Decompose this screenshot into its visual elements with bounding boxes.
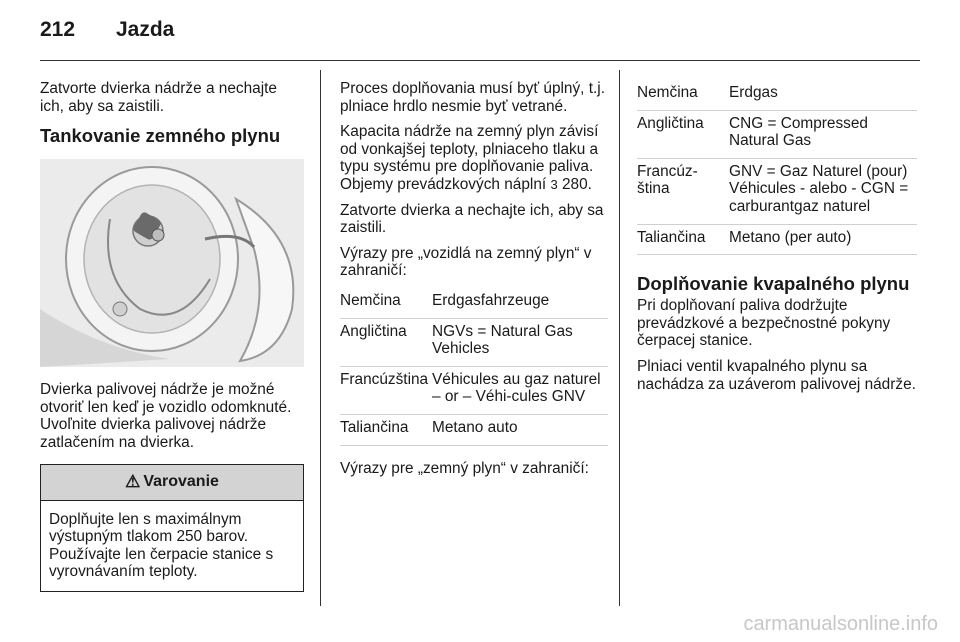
warning-box bbox=[40, 464, 304, 592]
term-language: Angličtina bbox=[637, 114, 704, 132]
term-value: Metano auto bbox=[432, 418, 518, 436]
paragraph: Výrazy pre „vozidlá na zemný plyn“ v zahraničí: bbox=[340, 244, 592, 280]
section-heading-lpg: Doplňovanie kvapalného plynu bbox=[637, 273, 910, 295]
term-value: GNV = Gaz Naturel (pour) Véhicules - alebo - CGN = carburantgaz naturel bbox=[729, 162, 909, 215]
term-table-vehicles bbox=[340, 288, 608, 446]
term-value: Véhicules au gaz naturel – or – Véhi-cules GNV bbox=[432, 370, 601, 406]
warning-header bbox=[41, 465, 303, 501]
column-divider-2 bbox=[619, 70, 620, 606]
paragraph: Výrazy pre „zemný plyn“ v zahraničí: bbox=[340, 459, 589, 477]
table-row bbox=[637, 111, 917, 159]
table-row bbox=[340, 415, 608, 446]
watermark: carmanualsonline.info bbox=[743, 613, 938, 635]
header-rule bbox=[40, 60, 920, 61]
paragraph: Pri doplňovaní paliva dodržujte prevádzkové a bezpečnostné pokyny čerpacej stanice. bbox=[637, 297, 891, 350]
paragraph: Plniaci ventil kvapalného plynu sa nachádza za uzáverom palivovej nádrže. bbox=[637, 357, 916, 393]
page-number: 212 bbox=[40, 18, 76, 41]
term-table-gas bbox=[637, 80, 917, 255]
term-language: Taliančina bbox=[637, 228, 706, 246]
term-language: Francúzština bbox=[340, 370, 429, 388]
paragraph: Proces doplňovania musí byť úplný, t.j. plniace hrdlo nesmie byť vetrané. bbox=[340, 80, 605, 115]
term-value: Erdgas bbox=[729, 84, 778, 101]
paragraph: Zatvorte dvierka a nechajte ich, aby sa zaistili. bbox=[340, 201, 604, 237]
section-title: Jazda bbox=[116, 18, 175, 41]
term-value: CNG = Compressed Natural Gas bbox=[729, 114, 868, 150]
page-reference[interactable]: 280. bbox=[557, 175, 592, 193]
fuel-filler-photo bbox=[40, 159, 304, 367]
paragraph: Dvierka palivovej nádrže je možné otvoriť len keď je vozidlo odomknuté. Uvoľnite dvierka palivovej nádrže zatlačením na dvierka. bbox=[40, 381, 292, 451]
table-row bbox=[637, 225, 917, 256]
term-language: Francúz-ština bbox=[637, 162, 698, 198]
warning-triangle-icon: ⚠ bbox=[125, 472, 141, 492]
term-value: Erdgasfahrzeuge bbox=[432, 291, 550, 309]
term-language: Angličtina bbox=[340, 322, 407, 340]
page-reference-arrow-icon: 3 bbox=[550, 176, 558, 192]
table-row bbox=[340, 319, 608, 367]
column-3 bbox=[637, 80, 917, 401]
warning-text: Doplňujte len s maximálnym výstupným tlakom 250 barov. Používajte len čerpacie stanice s vyrovnávaním teploty. bbox=[49, 510, 274, 581]
page-header bbox=[40, 18, 174, 42]
term-value: NGVs = Natural Gas Vehicles bbox=[432, 322, 573, 358]
column-divider-1 bbox=[320, 70, 321, 606]
term-value: Metano (per auto) bbox=[729, 228, 852, 246]
warning-title: Varovanie bbox=[143, 473, 219, 491]
table-row bbox=[637, 80, 917, 111]
table-row bbox=[340, 288, 608, 319]
paragraph bbox=[340, 123, 608, 193]
column-2 bbox=[340, 80, 608, 485]
paragraph-text: Kapacita nádrže na zemný plyn závisí od vonkajšej teploty, plniaceho tlaku a typu systému pre doplňovanie paliva. Objemy prevádzkových náplní bbox=[340, 123, 599, 193]
column-1 bbox=[40, 80, 304, 592]
paragraph: Zatvorte dvierka nádrže a nechajte ich, aby sa zaistili. bbox=[40, 80, 277, 115]
term-language: Nemčina bbox=[637, 84, 698, 101]
term-language: Taliančina bbox=[340, 418, 409, 436]
table-row bbox=[340, 367, 608, 415]
section-heading-cng: Tankovanie zemného plynu bbox=[40, 125, 281, 147]
fuel-filler-illustration bbox=[40, 159, 304, 367]
term-language: Nemčina bbox=[340, 291, 401, 309]
table-row bbox=[637, 159, 917, 225]
